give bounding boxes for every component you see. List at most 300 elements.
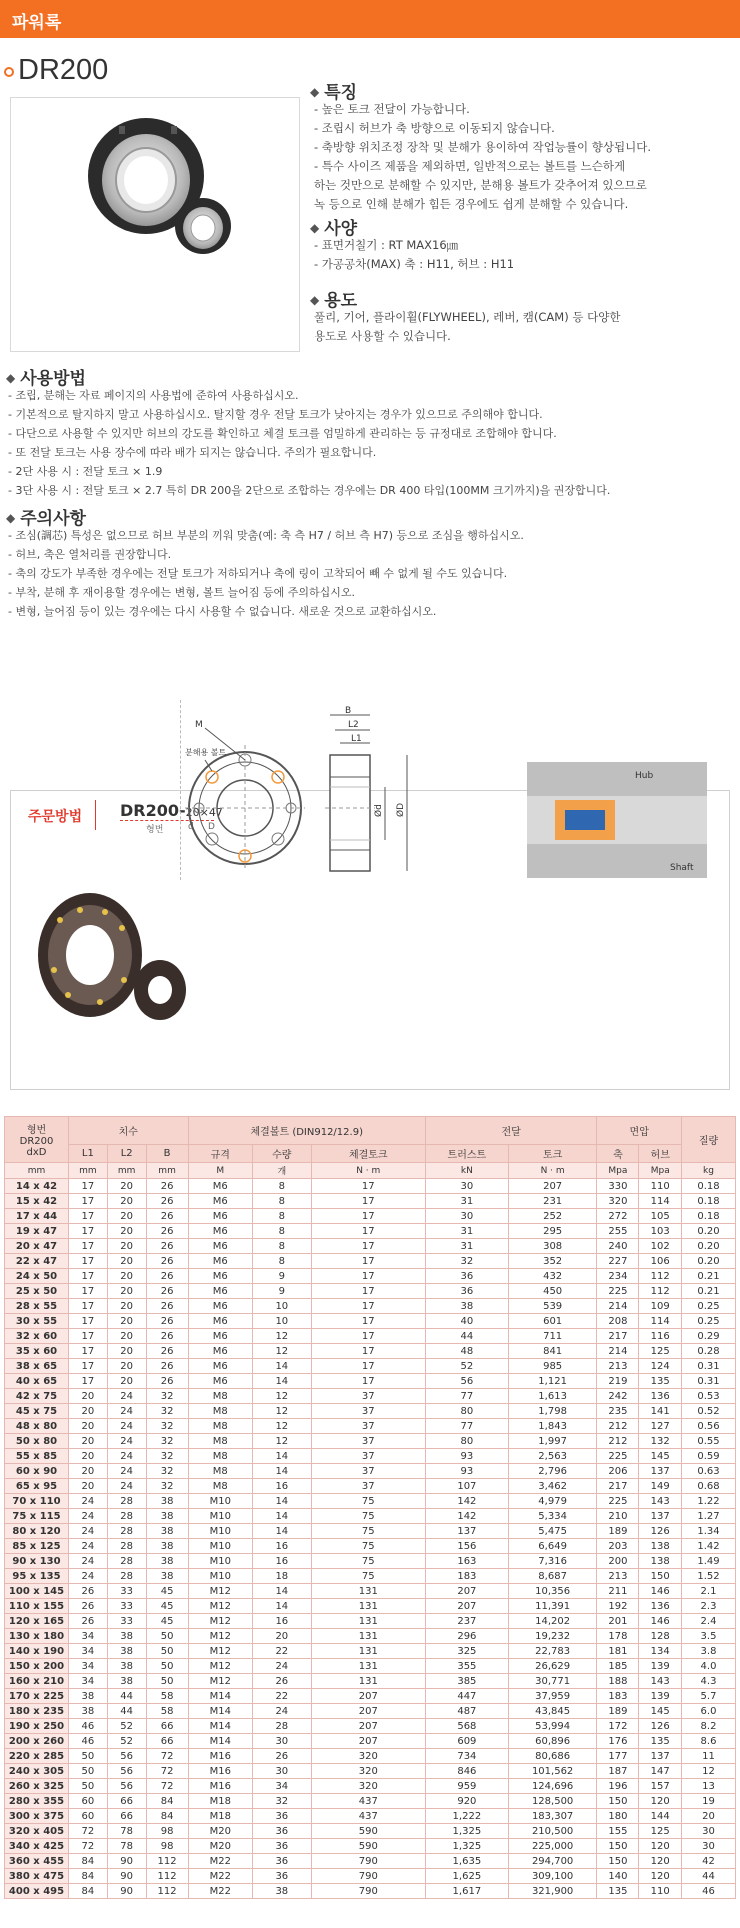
table-cell: 56 bbox=[107, 1749, 146, 1764]
table-cell: 22 bbox=[253, 1644, 312, 1659]
table-cell: 17 bbox=[69, 1284, 108, 1299]
table-cell: 20 bbox=[69, 1464, 108, 1479]
table-cell: 0.68 bbox=[682, 1479, 736, 1494]
table-cell: 32 bbox=[146, 1464, 188, 1479]
table-cell: 8 bbox=[253, 1239, 312, 1254]
table-cell: 225 bbox=[597, 1494, 639, 1509]
table-cell: 26 bbox=[253, 1674, 312, 1689]
table-cell: 105 bbox=[639, 1209, 682, 1224]
table-row bbox=[5, 1569, 736, 1584]
size-cell: 90 x 130 bbox=[5, 1554, 69, 1569]
table-cell: 208 bbox=[597, 1314, 639, 1329]
table-cell: 0.63 bbox=[682, 1464, 736, 1479]
table-cell: 8 bbox=[253, 1194, 312, 1209]
table-cell: 28 bbox=[253, 1719, 312, 1734]
table-cell: 26 bbox=[146, 1329, 188, 1344]
table-cell: 144 bbox=[639, 1809, 682, 1824]
table-cell: 17 bbox=[311, 1299, 425, 1314]
table-cell: 142 bbox=[425, 1509, 508, 1524]
table-cell: M6 bbox=[188, 1239, 252, 1254]
table-cell: 9 bbox=[253, 1284, 312, 1299]
size-cell: 380 x 475 bbox=[5, 1869, 69, 1884]
table-cell: 101,562 bbox=[508, 1764, 597, 1779]
table-cell: 72 bbox=[146, 1749, 188, 1764]
table-cell: 219 bbox=[597, 1374, 639, 1389]
table-cell: 90 bbox=[107, 1854, 146, 1869]
table-cell: M16 bbox=[188, 1764, 252, 1779]
table-cell: 180 bbox=[597, 1809, 639, 1824]
table-cell: 207 bbox=[311, 1734, 425, 1749]
table-cell: 352 bbox=[508, 1254, 597, 1269]
table-unit: N · m bbox=[508, 1163, 597, 1179]
table-cell: 181 bbox=[597, 1644, 639, 1659]
table-row bbox=[5, 1539, 736, 1554]
size-cell: 150 x 200 bbox=[5, 1659, 69, 1674]
table-cell: 2.3 bbox=[682, 1599, 736, 1614]
table-cell: 20 bbox=[107, 1254, 146, 1269]
hub-label: Hub bbox=[635, 771, 654, 781]
table-cell: 106 bbox=[639, 1254, 682, 1269]
table-cell: 1,617 bbox=[425, 1884, 508, 1899]
table-cell: 590 bbox=[311, 1839, 425, 1854]
table-cell: 150 bbox=[597, 1854, 639, 1869]
table-unit: kg bbox=[682, 1163, 736, 1179]
table-cell: 1,613 bbox=[508, 1389, 597, 1404]
list-item: - 다단으로 사용할 수 있지만 허브의 강도를 확인하고 체결 토크를 엄밀하게 관리하는 등 규정대로 조합해야 합니다. bbox=[8, 427, 557, 440]
table-cell: 90 bbox=[107, 1869, 146, 1884]
table-cell: 17 bbox=[311, 1284, 425, 1299]
table-cell: 38 bbox=[107, 1659, 146, 1674]
table-cell: 131 bbox=[311, 1599, 425, 1614]
power-lock-rings-illustration bbox=[11, 98, 299, 351]
table-cell: 0.28 bbox=[682, 1344, 736, 1359]
table-cell: 150 bbox=[639, 1569, 682, 1584]
table-cell: 212 bbox=[597, 1419, 639, 1434]
size-cell: 70 x 110 bbox=[5, 1494, 69, 1509]
table-cell: 46 bbox=[682, 1884, 736, 1899]
table-cell: 135 bbox=[639, 1374, 682, 1389]
table-cell: 1.34 bbox=[682, 1524, 736, 1539]
table-cell: 20 bbox=[69, 1389, 108, 1404]
table-cell: M10 bbox=[188, 1494, 252, 1509]
table-cell: 17 bbox=[69, 1194, 108, 1209]
size-cell: 40 x 65 bbox=[5, 1374, 69, 1389]
table-cell: 225,000 bbox=[508, 1839, 597, 1854]
table-cell: 137 bbox=[639, 1509, 682, 1524]
table-cell: 447 bbox=[425, 1689, 508, 1704]
table-cell: 48 bbox=[425, 1344, 508, 1359]
table-cell: 128 bbox=[639, 1629, 682, 1644]
table-cell: 150 bbox=[597, 1839, 639, 1854]
table-cell: 20 bbox=[253, 1629, 312, 1644]
table-cell: 14 bbox=[253, 1449, 312, 1464]
table-cell: 26 bbox=[69, 1599, 108, 1614]
table-cell: 24 bbox=[107, 1419, 146, 1434]
list-item: - 높은 토크 전달이 가능합니다. bbox=[314, 102, 470, 116]
table-cell: 120 bbox=[639, 1869, 682, 1884]
caution-heading: ◆ 주의사항 bbox=[6, 509, 86, 529]
table-cell: 20 bbox=[69, 1434, 108, 1449]
table-cell: M8 bbox=[188, 1389, 252, 1404]
table-cell: 38 bbox=[146, 1494, 188, 1509]
table-cell: 45 bbox=[146, 1599, 188, 1614]
table-cell: 112 bbox=[146, 1854, 188, 1869]
table-cell: 26,629 bbox=[508, 1659, 597, 1674]
table-cell: 20 bbox=[69, 1479, 108, 1494]
table-cell: M14 bbox=[188, 1689, 252, 1704]
front-view-diagram bbox=[185, 705, 435, 885]
table-cell: 192 bbox=[597, 1599, 639, 1614]
table-subheader: B bbox=[146, 1145, 188, 1163]
table-cell: 17 bbox=[311, 1224, 425, 1239]
table-cell: 1,997 bbox=[508, 1434, 597, 1449]
list-item: - 축방향 위치조정 장착 및 분해가 용이하여 작업능률이 향상됩니다. bbox=[314, 140, 651, 154]
size-cell: 260 x 325 bbox=[5, 1779, 69, 1794]
table-unit: mm bbox=[5, 1163, 69, 1179]
table-cell: 7,316 bbox=[508, 1554, 597, 1569]
table-cell: 207 bbox=[311, 1704, 425, 1719]
table-cell: 213 bbox=[597, 1569, 639, 1584]
size-cell: 100 x 145 bbox=[5, 1584, 69, 1599]
table-row bbox=[5, 1809, 736, 1824]
size-cell: 75 x 115 bbox=[5, 1509, 69, 1524]
table-cell: 16 bbox=[253, 1614, 312, 1629]
table-cell: M6 bbox=[188, 1314, 252, 1329]
assembled-lock-illustration bbox=[20, 850, 200, 1050]
table-cell: 295 bbox=[508, 1224, 597, 1239]
table-cell: 189 bbox=[597, 1524, 639, 1539]
table-cell: 52 bbox=[107, 1734, 146, 1749]
table-cell: 143 bbox=[639, 1674, 682, 1689]
table-cell: 3,462 bbox=[508, 1479, 597, 1494]
table-unit: Mpa bbox=[639, 1163, 682, 1179]
table-cell: 38 bbox=[146, 1554, 188, 1569]
table-cell: 116 bbox=[639, 1329, 682, 1344]
table-cell: 34 bbox=[69, 1644, 108, 1659]
table-cell: 17 bbox=[311, 1239, 425, 1254]
table-cell: 33 bbox=[107, 1584, 146, 1599]
table-cell: 56 bbox=[425, 1374, 508, 1389]
table-cell: 790 bbox=[311, 1869, 425, 1884]
table-cell: 28 bbox=[107, 1569, 146, 1584]
table-cell: 50 bbox=[69, 1749, 108, 1764]
list-item: - 기본적으로 탈지하지 말고 사용하십시오. 탈지할 경우 전달 토크가 낮아지는 경우가 있으므로 주의해야 합니다. bbox=[8, 408, 543, 421]
list-item: - 변형, 늘어짐 등이 있는 경우에는 다시 사용할 수 없습니다. 새로운 것으로 교환하십시오. bbox=[8, 605, 437, 618]
table-cell: 3.8 bbox=[682, 1644, 736, 1659]
table-row bbox=[5, 1224, 736, 1239]
table-cell: 26 bbox=[146, 1209, 188, 1224]
table-cell: 920 bbox=[425, 1794, 508, 1809]
list-item: - 또 전달 토크는 사용 장수에 따라 배가 되지는 않습니다. 주의가 필요합니다. bbox=[8, 446, 377, 459]
table-cell: 24 bbox=[69, 1554, 108, 1569]
order-method-label: 주문방법 bbox=[28, 809, 83, 825]
table-cell: 17 bbox=[311, 1329, 425, 1344]
table-cell: 26 bbox=[146, 1224, 188, 1239]
table-cell: 131 bbox=[311, 1659, 425, 1674]
table-cell: 255 bbox=[597, 1224, 639, 1239]
table-cell: M6 bbox=[188, 1209, 252, 1224]
table-cell: 213 bbox=[597, 1359, 639, 1374]
table-cell: 210 bbox=[597, 1509, 639, 1524]
table-cell: 0.55 bbox=[682, 1434, 736, 1449]
table-cell: 320 bbox=[311, 1749, 425, 1764]
table-cell: 330 bbox=[597, 1179, 639, 1194]
table-cell: 28 bbox=[107, 1524, 146, 1539]
table-cell: 231 bbox=[508, 1194, 597, 1209]
size-cell: 95 x 135 bbox=[5, 1569, 69, 1584]
table-cell: M6 bbox=[188, 1224, 252, 1239]
table-cell: 4.3 bbox=[682, 1674, 736, 1689]
table-row bbox=[5, 1794, 736, 1809]
size-cell: 30 x 55 bbox=[5, 1314, 69, 1329]
table-cell: 235 bbox=[597, 1404, 639, 1419]
dim-d-label: Ød bbox=[374, 804, 384, 817]
table-cell: 10 bbox=[253, 1314, 312, 1329]
table-cell: 9 bbox=[253, 1269, 312, 1284]
table-cell: M18 bbox=[188, 1794, 252, 1809]
table-cell: 4.0 bbox=[682, 1659, 736, 1674]
table-cell: M18 bbox=[188, 1809, 252, 1824]
table-row bbox=[5, 1734, 736, 1749]
table-row bbox=[5, 1614, 736, 1629]
table-cell: 36 bbox=[253, 1809, 312, 1824]
table-cell: 0.52 bbox=[682, 1404, 736, 1419]
disassembly-bolt-label: 분해용 볼트 bbox=[185, 748, 227, 757]
table-cell: M10 bbox=[188, 1539, 252, 1554]
table-cell: 294,700 bbox=[508, 1854, 597, 1869]
table-cell: 1,325 bbox=[425, 1824, 508, 1839]
table-cell: 0.25 bbox=[682, 1299, 736, 1314]
table-cell: 240 bbox=[597, 1239, 639, 1254]
table-cell: 38 bbox=[425, 1299, 508, 1314]
table-row bbox=[5, 1179, 736, 1194]
table-cell: M20 bbox=[188, 1839, 252, 1854]
spec-table bbox=[4, 1116, 736, 1899]
table-cell: 37 bbox=[311, 1434, 425, 1449]
table-cell: 136 bbox=[639, 1389, 682, 1404]
table-cell: 17 bbox=[311, 1179, 425, 1194]
table-cell: 139 bbox=[639, 1689, 682, 1704]
table-cell: 20 bbox=[107, 1224, 146, 1239]
list-item: - 조립, 분해는 자료 페이지의 사용법에 준하여 사용하십시오. bbox=[8, 389, 299, 402]
table-cell: 56 bbox=[107, 1779, 146, 1794]
table-cell: 30 bbox=[253, 1764, 312, 1779]
table-cell: 75 bbox=[311, 1524, 425, 1539]
size-cell: 320 x 405 bbox=[5, 1824, 69, 1839]
dim-l2-label: L2 bbox=[348, 720, 359, 730]
table-cell: 135 bbox=[639, 1734, 682, 1749]
list-item: - 특수 사이즈 제품을 제외하면, 일반적으로는 볼트를 느슨하게 bbox=[314, 159, 626, 173]
table-cell: 24 bbox=[107, 1434, 146, 1449]
table-cell: 34 bbox=[69, 1674, 108, 1689]
size-cell: 400 x 495 bbox=[5, 1884, 69, 1899]
table-cell: 8 bbox=[253, 1224, 312, 1239]
table-cell: 110 bbox=[639, 1179, 682, 1194]
list-item: - 가공공차(MAX) 축 : H11, 허브 : H11 bbox=[314, 257, 515, 271]
header-row-2 bbox=[5, 1145, 736, 1163]
caution-list bbox=[8, 526, 524, 621]
size-cell: 60 x 90 bbox=[5, 1464, 69, 1479]
table-cell: 20 bbox=[107, 1374, 146, 1389]
table-cell: 30 bbox=[425, 1179, 508, 1194]
table-cell: 17 bbox=[311, 1209, 425, 1224]
table-cell: 17 bbox=[69, 1239, 108, 1254]
th-weight: 질량 bbox=[682, 1117, 736, 1163]
table-row bbox=[5, 1419, 736, 1434]
table-cell: 214 bbox=[597, 1299, 639, 1314]
table-cell: M12 bbox=[188, 1599, 252, 1614]
table-cell: 17 bbox=[311, 1194, 425, 1209]
table-unit: kN bbox=[425, 1163, 508, 1179]
features-list bbox=[314, 100, 651, 214]
table-cell: 711 bbox=[508, 1329, 597, 1344]
table-cell: 28 bbox=[107, 1539, 146, 1554]
table-cell: 157 bbox=[639, 1779, 682, 1794]
table-cell: 20 bbox=[107, 1359, 146, 1374]
table-cell: 126 bbox=[639, 1719, 682, 1734]
table-cell: 609 bbox=[425, 1734, 508, 1749]
table-cell: 32 bbox=[253, 1794, 312, 1809]
table-cell: M6 bbox=[188, 1374, 252, 1389]
table-cell: 32 bbox=[146, 1404, 188, 1419]
table-cell: 37 bbox=[311, 1449, 425, 1464]
table-cell: 17 bbox=[69, 1254, 108, 1269]
table-cell: 131 bbox=[311, 1614, 425, 1629]
table-cell: 36 bbox=[253, 1854, 312, 1869]
table-cell: 112 bbox=[146, 1884, 188, 1899]
table-cell: 1.52 bbox=[682, 1569, 736, 1584]
table-cell: 19 bbox=[682, 1794, 736, 1809]
table-cell: 72 bbox=[69, 1839, 108, 1854]
table-cell: 5,334 bbox=[508, 1509, 597, 1524]
table-cell: 135 bbox=[597, 1884, 639, 1899]
table-cell: 60 bbox=[69, 1794, 108, 1809]
table-unit: 개 bbox=[253, 1163, 312, 1179]
table-cell: 60 bbox=[69, 1809, 108, 1824]
table-cell: 32 bbox=[146, 1419, 188, 1434]
table-cell: 58 bbox=[146, 1689, 188, 1704]
table-cell: 46 bbox=[69, 1719, 108, 1734]
table-cell: 12 bbox=[253, 1404, 312, 1419]
table-cell: 17 bbox=[69, 1359, 108, 1374]
table-cell: 0.31 bbox=[682, 1374, 736, 1389]
table-cell: 75 bbox=[311, 1554, 425, 1569]
table-cell: 50 bbox=[146, 1659, 188, 1674]
table-cell: 66 bbox=[107, 1809, 146, 1824]
table-cell: 50 bbox=[146, 1674, 188, 1689]
table-cell: 790 bbox=[311, 1854, 425, 1869]
table-cell: 103 bbox=[639, 1224, 682, 1239]
table-row bbox=[5, 1719, 736, 1734]
table-cell: 131 bbox=[311, 1644, 425, 1659]
table-row bbox=[5, 1449, 736, 1464]
size-cell: 340 x 425 bbox=[5, 1839, 69, 1854]
table-cell: M12 bbox=[188, 1644, 252, 1659]
table-cell: M8 bbox=[188, 1419, 252, 1434]
table-cell: 19,232 bbox=[508, 1629, 597, 1644]
table-cell: 26 bbox=[253, 1749, 312, 1764]
table-cell: 0.20 bbox=[682, 1224, 736, 1239]
table-row bbox=[5, 1239, 736, 1254]
table-row bbox=[5, 1554, 736, 1569]
table-cell: 320 bbox=[597, 1194, 639, 1209]
table-cell: 8,687 bbox=[508, 1569, 597, 1584]
table-cell: 26 bbox=[146, 1254, 188, 1269]
size-cell: 17 x 44 bbox=[5, 1209, 69, 1224]
table-cell: 17 bbox=[69, 1374, 108, 1389]
size-cell: 190 x 250 bbox=[5, 1719, 69, 1734]
table-cell: 84 bbox=[146, 1794, 188, 1809]
table-cell: 242 bbox=[597, 1389, 639, 1404]
table-cell: 50 bbox=[69, 1764, 108, 1779]
table-cell: 0.25 bbox=[682, 1314, 736, 1329]
table-cell: 109 bbox=[639, 1299, 682, 1314]
table-row bbox=[5, 1344, 736, 1359]
table-cell: 790 bbox=[311, 1884, 425, 1899]
table-row bbox=[5, 1329, 736, 1344]
table-cell: 846 bbox=[425, 1764, 508, 1779]
table-cell: 90 bbox=[107, 1884, 146, 1899]
table-cell: 10 bbox=[253, 1299, 312, 1314]
table-cell: 77 bbox=[425, 1419, 508, 1434]
table-cell: 309,100 bbox=[508, 1869, 597, 1884]
th-bolt: 체결볼트 (DIN912/12.9) bbox=[188, 1117, 425, 1145]
table-cell: 32 bbox=[146, 1389, 188, 1404]
table-cell: 196 bbox=[597, 1779, 639, 1794]
table-cell: M10 bbox=[188, 1509, 252, 1524]
table-cell: 201 bbox=[597, 1614, 639, 1629]
specs-heading: ◆ 사양 bbox=[310, 219, 358, 239]
table-cell: 1,325 bbox=[425, 1839, 508, 1854]
table-cell: 150 bbox=[597, 1794, 639, 1809]
table-cell: 38 bbox=[69, 1704, 108, 1719]
table-cell: M6 bbox=[188, 1344, 252, 1359]
order-sub-D: D bbox=[208, 822, 215, 832]
table-cell: 325 bbox=[425, 1644, 508, 1659]
table-cell: 207 bbox=[425, 1584, 508, 1599]
table-row bbox=[5, 1509, 736, 1524]
table-cell: M6 bbox=[188, 1329, 252, 1344]
table-cell: 107 bbox=[425, 1479, 508, 1494]
features-heading: ◆ 특징 bbox=[310, 83, 358, 103]
table-cell: 1.49 bbox=[682, 1554, 736, 1569]
table-cell: 137 bbox=[425, 1524, 508, 1539]
product-photo bbox=[10, 97, 300, 352]
table-cell: 44 bbox=[107, 1704, 146, 1719]
table-cell: 207 bbox=[425, 1599, 508, 1614]
table-cell: M6 bbox=[188, 1179, 252, 1194]
method-heading: ◆ 사용방법 bbox=[6, 369, 86, 389]
table-cell: 20 bbox=[107, 1344, 146, 1359]
units-row bbox=[5, 1163, 736, 1179]
table-cell: 841 bbox=[508, 1344, 597, 1359]
table-cell: 17 bbox=[311, 1359, 425, 1374]
table-cell: 66 bbox=[146, 1719, 188, 1734]
table-cell: 17 bbox=[69, 1269, 108, 1284]
table-cell: 128,500 bbox=[508, 1794, 597, 1809]
table-cell: 75 bbox=[311, 1509, 425, 1524]
size-cell: 80 x 120 bbox=[5, 1524, 69, 1539]
table-cell: 40 bbox=[425, 1314, 508, 1329]
table-cell: 432 bbox=[508, 1269, 597, 1284]
table-cell: M6 bbox=[188, 1299, 252, 1314]
table-cell: 26 bbox=[146, 1284, 188, 1299]
table-cell: 38 bbox=[146, 1524, 188, 1539]
table-cell: 102 bbox=[639, 1239, 682, 1254]
table-subheader: 트러스트 bbox=[425, 1145, 508, 1163]
table-cell: 24 bbox=[107, 1449, 146, 1464]
table-cell: 46 bbox=[69, 1734, 108, 1749]
